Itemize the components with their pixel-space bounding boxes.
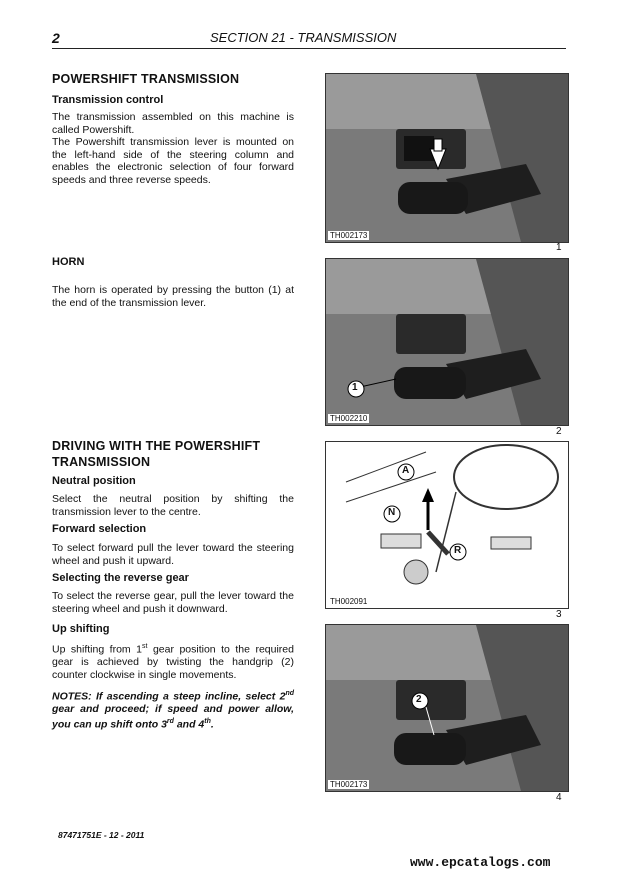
figure-3-callout-n: N: [388, 507, 396, 518]
section-title: SECTION 21 - TRANSMISSION: [210, 30, 397, 45]
figure-3-number: 3: [556, 609, 562, 620]
powershift-para-2: The Powershift transmission lever is mounted on the left-hand side of the steering column and enables the electronic selection of four forward speeds and three reverse speeds.: [52, 136, 294, 186]
powershift-para-1: The transmission assembled on this machine is called Powershift.: [52, 111, 294, 136]
driving-heading-line2: TRANSMISSION: [52, 455, 151, 469]
powershift-heading: POWERSHIFT TRANSMISSION: [52, 72, 240, 86]
watermark-link[interactable]: www.epcatalogs.com: [410, 855, 551, 870]
figure-3-code: TH002091: [330, 597, 368, 606]
neutral-subheading: Neutral position: [52, 475, 136, 487]
figure-4-code: TH002173: [330, 780, 368, 789]
reverse-subheading: Selecting the reverse gear: [52, 572, 189, 584]
transmission-control-subheading: Transmission control: [52, 94, 164, 106]
notes-text: NOTES: If ascending a steep incline, select 2nd gear and proceed; if speed and power allow, you can up shift onto 3rd and 4th.: [52, 690, 294, 730]
forward-text: To select forward pull the lever toward the steering wheel and push it upward.: [52, 542, 294, 567]
upshift-subheading: Up shifting: [52, 623, 110, 635]
driving-heading-line1: DRIVING WITH THE POWERSHIFT: [52, 439, 261, 453]
figure-4-callout-2: 2: [416, 694, 422, 705]
figure-3-callout-a: A: [402, 465, 410, 476]
figure-1-number: 1: [556, 242, 562, 253]
page-number: 2: [52, 30, 60, 46]
horn-heading: HORN: [52, 256, 85, 268]
figure-3-drawing: [325, 441, 569, 609]
figure-1-photo: [325, 73, 569, 243]
doc-reference: 87471751E - 12 - 2011: [58, 830, 145, 840]
upshift-text: Up shifting from 1st gear position to the required gear is achieved by twisting the handgrip (2) counter clockwise in single movements.: [52, 643, 294, 681]
figure-2-callout-1: 1: [352, 382, 358, 393]
neutral-text: Select the neutral position by shifting the transmission lever to the centre.: [52, 493, 294, 518]
header-rule: [52, 48, 566, 49]
figure-2-code: TH002210: [330, 414, 368, 423]
figure-2-photo: [325, 258, 569, 426]
figure-3-callout-r: R: [454, 545, 462, 556]
figure-4-number: 4: [556, 792, 562, 803]
horn-para: The horn is operated by pressing the button (1) at the end of the transmission lever.: [52, 284, 294, 309]
figure-4-photo: [325, 624, 569, 792]
figure-2-number: 2: [556, 426, 562, 437]
figure-1-code: TH002173: [330, 231, 368, 240]
reverse-text: To select the reverse gear, pull the lever toward the steering wheel and push it downward.: [52, 590, 294, 615]
forward-subheading: Forward selection: [52, 523, 147, 535]
